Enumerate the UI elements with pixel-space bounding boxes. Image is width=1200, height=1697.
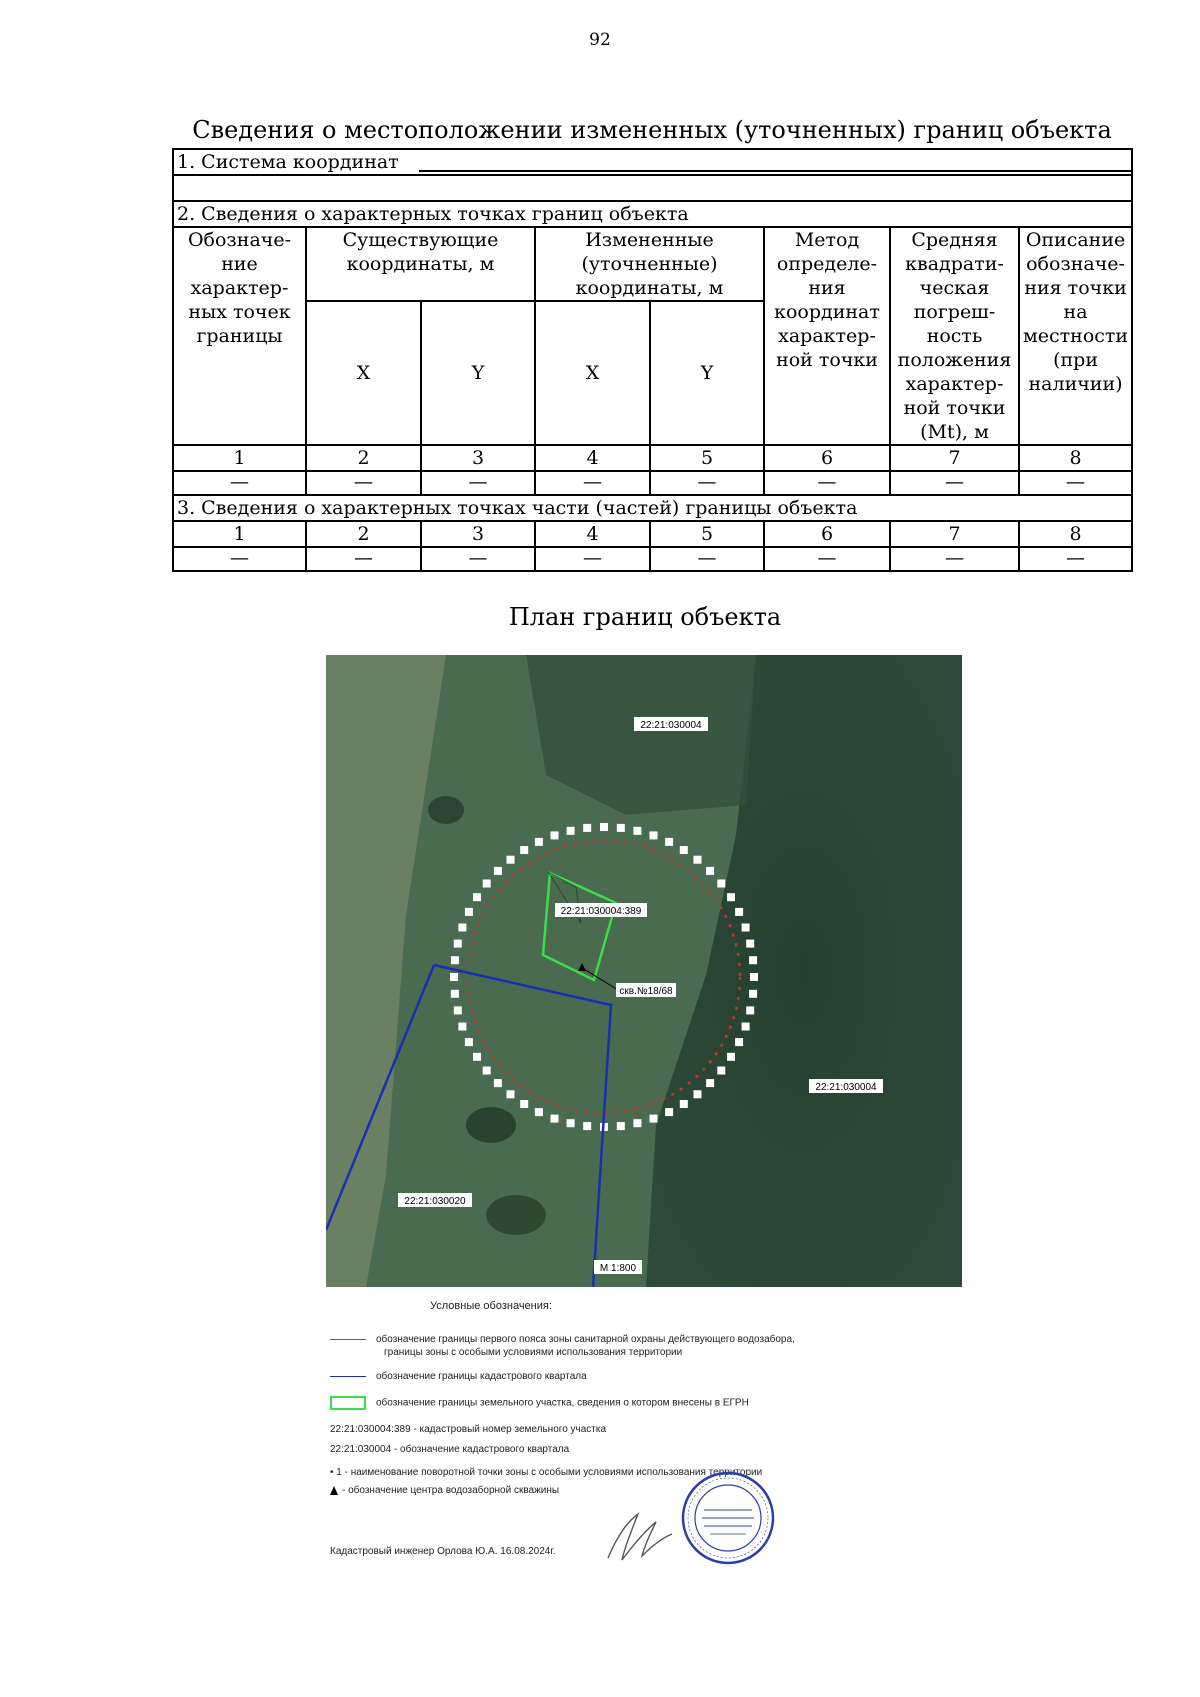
section3-column-numbers bbox=[173, 521, 1132, 547]
empty-value: — bbox=[1019, 547, 1132, 571]
legend-item-quarter bbox=[330, 1371, 587, 1382]
turning-point-marker bbox=[746, 940, 754, 948]
header-existing-coordinates: Существующие координаты, м bbox=[306, 227, 535, 301]
turning-point-marker bbox=[483, 1067, 491, 1075]
section2-header: 2. Сведения о характерных точках границ объекта bbox=[173, 201, 1132, 227]
column-number: 2 bbox=[306, 445, 421, 471]
turning-point-marker bbox=[583, 824, 591, 832]
turning-point-marker bbox=[507, 856, 515, 864]
turning-point-marker bbox=[665, 1108, 673, 1116]
turning-point-marker bbox=[680, 1100, 688, 1108]
document-title: Сведения о местоположении измененных (уточненных) границ объекта bbox=[192, 116, 1112, 144]
svg-text:22:21:030004:389: 22:21:030004:389 bbox=[560, 906, 642, 917]
legend-text: - обозначение центра водозаборной скважины bbox=[342, 1485, 560, 1496]
tree-clump bbox=[486, 1195, 546, 1235]
column-number: 2 bbox=[306, 521, 421, 547]
legend-title: Условные обозначения: bbox=[430, 1300, 552, 1312]
legend-item-turning-point: • 1 - наименование поворотной точки зоны с особыми условиями использования территории bbox=[330, 1467, 763, 1478]
empty-value: — bbox=[173, 471, 306, 495]
column-number: 3 bbox=[421, 521, 535, 547]
turning-point-marker bbox=[567, 1119, 575, 1127]
column-number: 1 bbox=[173, 521, 306, 547]
turning-point-marker bbox=[742, 1023, 750, 1031]
turning-point-marker bbox=[742, 924, 750, 932]
svg-text:22:21:030004: 22:21:030004 bbox=[815, 1082, 877, 1093]
satellite-map bbox=[326, 655, 962, 1287]
turning-point-marker bbox=[600, 823, 608, 831]
label-quarter-right bbox=[809, 1079, 883, 1093]
legend-text: обозначение границы кадастрового квартала bbox=[376, 1371, 587, 1382]
label-parcel-number bbox=[555, 903, 647, 917]
section2-column-numbers bbox=[173, 445, 1132, 471]
well-icon bbox=[330, 1486, 338, 1495]
turning-point-marker bbox=[535, 838, 543, 846]
empty-value: — bbox=[173, 547, 306, 571]
turning-point-marker bbox=[633, 827, 641, 835]
turning-point-marker bbox=[617, 824, 625, 832]
turning-point-marker bbox=[665, 838, 673, 846]
boundary-info-table bbox=[172, 148, 1133, 572]
turning-point-marker bbox=[680, 846, 688, 854]
turning-point-marker bbox=[749, 956, 757, 964]
legend-text: обозначение границы земельного участка, сведения о котором внесены в ЕГРН bbox=[376, 1397, 749, 1409]
turning-point-marker bbox=[694, 856, 702, 864]
turning-point-marker bbox=[494, 867, 502, 875]
empty-value: — bbox=[890, 471, 1019, 495]
header-method: Метод определе-ния координат характер-ной точки bbox=[764, 227, 890, 445]
svg-text:скв.№18/68: скв.№18/68 bbox=[619, 986, 673, 997]
plan-title: План границ объекта bbox=[508, 603, 782, 631]
header-changed-x: X bbox=[535, 301, 650, 445]
legend-item-parcel bbox=[330, 1396, 749, 1410]
empty-value: — bbox=[535, 471, 650, 495]
turning-point-marker bbox=[633, 1119, 641, 1127]
turning-point-marker bbox=[458, 1023, 466, 1031]
turning-point-marker bbox=[749, 990, 757, 998]
svg-text:22:21:030004: 22:21:030004 bbox=[640, 720, 702, 731]
empty-value: — bbox=[306, 471, 421, 495]
header-mean-error: Средняя квадрати-ческая погреш-ность положения характер-ной точки (Mt), м bbox=[890, 227, 1019, 445]
legend-text: границы зоны с особыми условиями использования территории bbox=[384, 1347, 683, 1358]
label-quarter-top bbox=[634, 717, 708, 731]
tree-clump bbox=[466, 1107, 516, 1143]
legend-item-zone bbox=[330, 1334, 795, 1345]
tree-clump bbox=[428, 796, 464, 824]
label-scale bbox=[594, 1260, 642, 1274]
turning-point-marker bbox=[520, 1100, 528, 1108]
turning-point-marker bbox=[465, 1038, 473, 1046]
legend-parcel-swatch bbox=[330, 1396, 366, 1410]
empty-row bbox=[173, 175, 1132, 201]
turning-point-marker bbox=[650, 1115, 658, 1123]
turning-point-marker bbox=[451, 956, 459, 964]
empty-value: — bbox=[890, 547, 1019, 571]
header-point-designation: Обозначе-ние характер-ных точек границы bbox=[173, 227, 306, 445]
turning-point-marker bbox=[551, 1115, 559, 1123]
empty-value: — bbox=[764, 471, 890, 495]
turning-point-marker bbox=[494, 1079, 502, 1087]
svg-text:М 1:800: М 1:800 bbox=[599, 1263, 637, 1274]
section3-header: 3. Сведения о характерных точках части (частей) границы объекта bbox=[173, 495, 1132, 521]
column-number: 5 bbox=[650, 521, 764, 547]
empty-value: — bbox=[764, 547, 890, 571]
column-number: 4 bbox=[535, 521, 650, 547]
turning-point-marker bbox=[583, 1122, 591, 1130]
column-number: 6 bbox=[764, 445, 890, 471]
header-description: Описание обозначе-ния точки на местности (при наличии) bbox=[1019, 227, 1132, 445]
turning-point-marker bbox=[727, 1053, 735, 1061]
turning-point-marker bbox=[458, 924, 466, 932]
legend-text: обозначение границы первого пояса зоны санитарной охраны действующего водозабора, bbox=[376, 1334, 795, 1345]
empty-value: — bbox=[535, 547, 650, 571]
column-number: 6 bbox=[764, 521, 890, 547]
turning-point-marker bbox=[706, 1079, 714, 1087]
turning-point-marker bbox=[473, 1053, 481, 1061]
turning-point-marker bbox=[451, 990, 459, 998]
column-number: 5 bbox=[650, 445, 764, 471]
column-number: 8 bbox=[1019, 521, 1132, 547]
map-canvas bbox=[326, 655, 962, 1287]
turning-point-marker bbox=[746, 1006, 754, 1014]
empty-value: — bbox=[306, 547, 421, 571]
column-number: 7 bbox=[890, 521, 1019, 547]
coordinate-system-row bbox=[173, 149, 1132, 175]
turning-point-marker bbox=[483, 880, 491, 888]
page-number: 92 bbox=[589, 30, 611, 50]
turning-point-marker bbox=[650, 831, 658, 839]
turning-point-marker bbox=[727, 893, 735, 901]
empty-value: — bbox=[650, 471, 764, 495]
turning-point-marker bbox=[450, 973, 458, 981]
empty-value: — bbox=[650, 547, 764, 571]
column-number: 8 bbox=[1019, 445, 1132, 471]
engineer-signature-line: Кадастровый инженер Орлова Ю.А. 16.08.2024г. bbox=[330, 1546, 556, 1557]
legend-item-well bbox=[330, 1485, 559, 1496]
section3-empty-values bbox=[173, 547, 1132, 571]
turning-point-marker bbox=[706, 867, 714, 875]
header-changed-y: Y bbox=[650, 301, 764, 445]
turning-point-marker bbox=[735, 908, 743, 916]
turning-point-marker bbox=[717, 1067, 725, 1075]
turning-point-marker bbox=[551, 831, 559, 839]
turning-point-marker bbox=[617, 1122, 625, 1130]
turning-point-marker bbox=[465, 908, 473, 916]
empty-value: — bbox=[1019, 471, 1132, 495]
turning-point-marker bbox=[520, 846, 528, 854]
turning-point-marker bbox=[473, 893, 481, 901]
cadastral-engineer-stamp bbox=[680, 1470, 776, 1566]
column-number: 7 bbox=[890, 445, 1019, 471]
turning-point-marker bbox=[567, 827, 575, 835]
header-existing-x: X bbox=[306, 301, 421, 445]
header-changed-coordinates: Измененные (уточненные) координаты, м bbox=[535, 227, 764, 301]
turning-point-marker bbox=[454, 940, 462, 948]
label-quarter-left bbox=[398, 1193, 472, 1207]
legend-quarter-swatch bbox=[330, 1376, 366, 1377]
label-well bbox=[616, 983, 676, 997]
svg-text:22:21:030020: 22:21:030020 bbox=[404, 1196, 466, 1207]
coordinate-system-underline bbox=[419, 170, 1131, 172]
empty-value: — bbox=[421, 471, 535, 495]
turning-point-marker bbox=[717, 880, 725, 888]
turning-point-marker bbox=[694, 1090, 702, 1098]
section2-empty-values bbox=[173, 471, 1132, 495]
legend-item-quarter-number: 22:21:030004 - обозначение кадастрового квартала bbox=[330, 1444, 570, 1455]
column-number: 1 bbox=[173, 445, 306, 471]
legend-item-parcel-number: 22:21:030004:389 - кадастровый номер земельного участка bbox=[330, 1424, 607, 1435]
turning-point-marker bbox=[535, 1108, 543, 1116]
turning-point-marker bbox=[750, 973, 758, 981]
column-number: 4 bbox=[535, 445, 650, 471]
header-existing-y: Y bbox=[421, 301, 535, 445]
signature-mark bbox=[600, 1500, 680, 1570]
turning-point-marker bbox=[735, 1038, 743, 1046]
column-number: 3 bbox=[421, 445, 535, 471]
turning-point-marker bbox=[507, 1090, 515, 1098]
coordinate-system-label: 1. Система координат bbox=[177, 151, 399, 173]
turning-point-marker bbox=[454, 1006, 462, 1014]
legend-zone-swatch bbox=[330, 1339, 366, 1340]
empty-value: — bbox=[421, 547, 535, 571]
